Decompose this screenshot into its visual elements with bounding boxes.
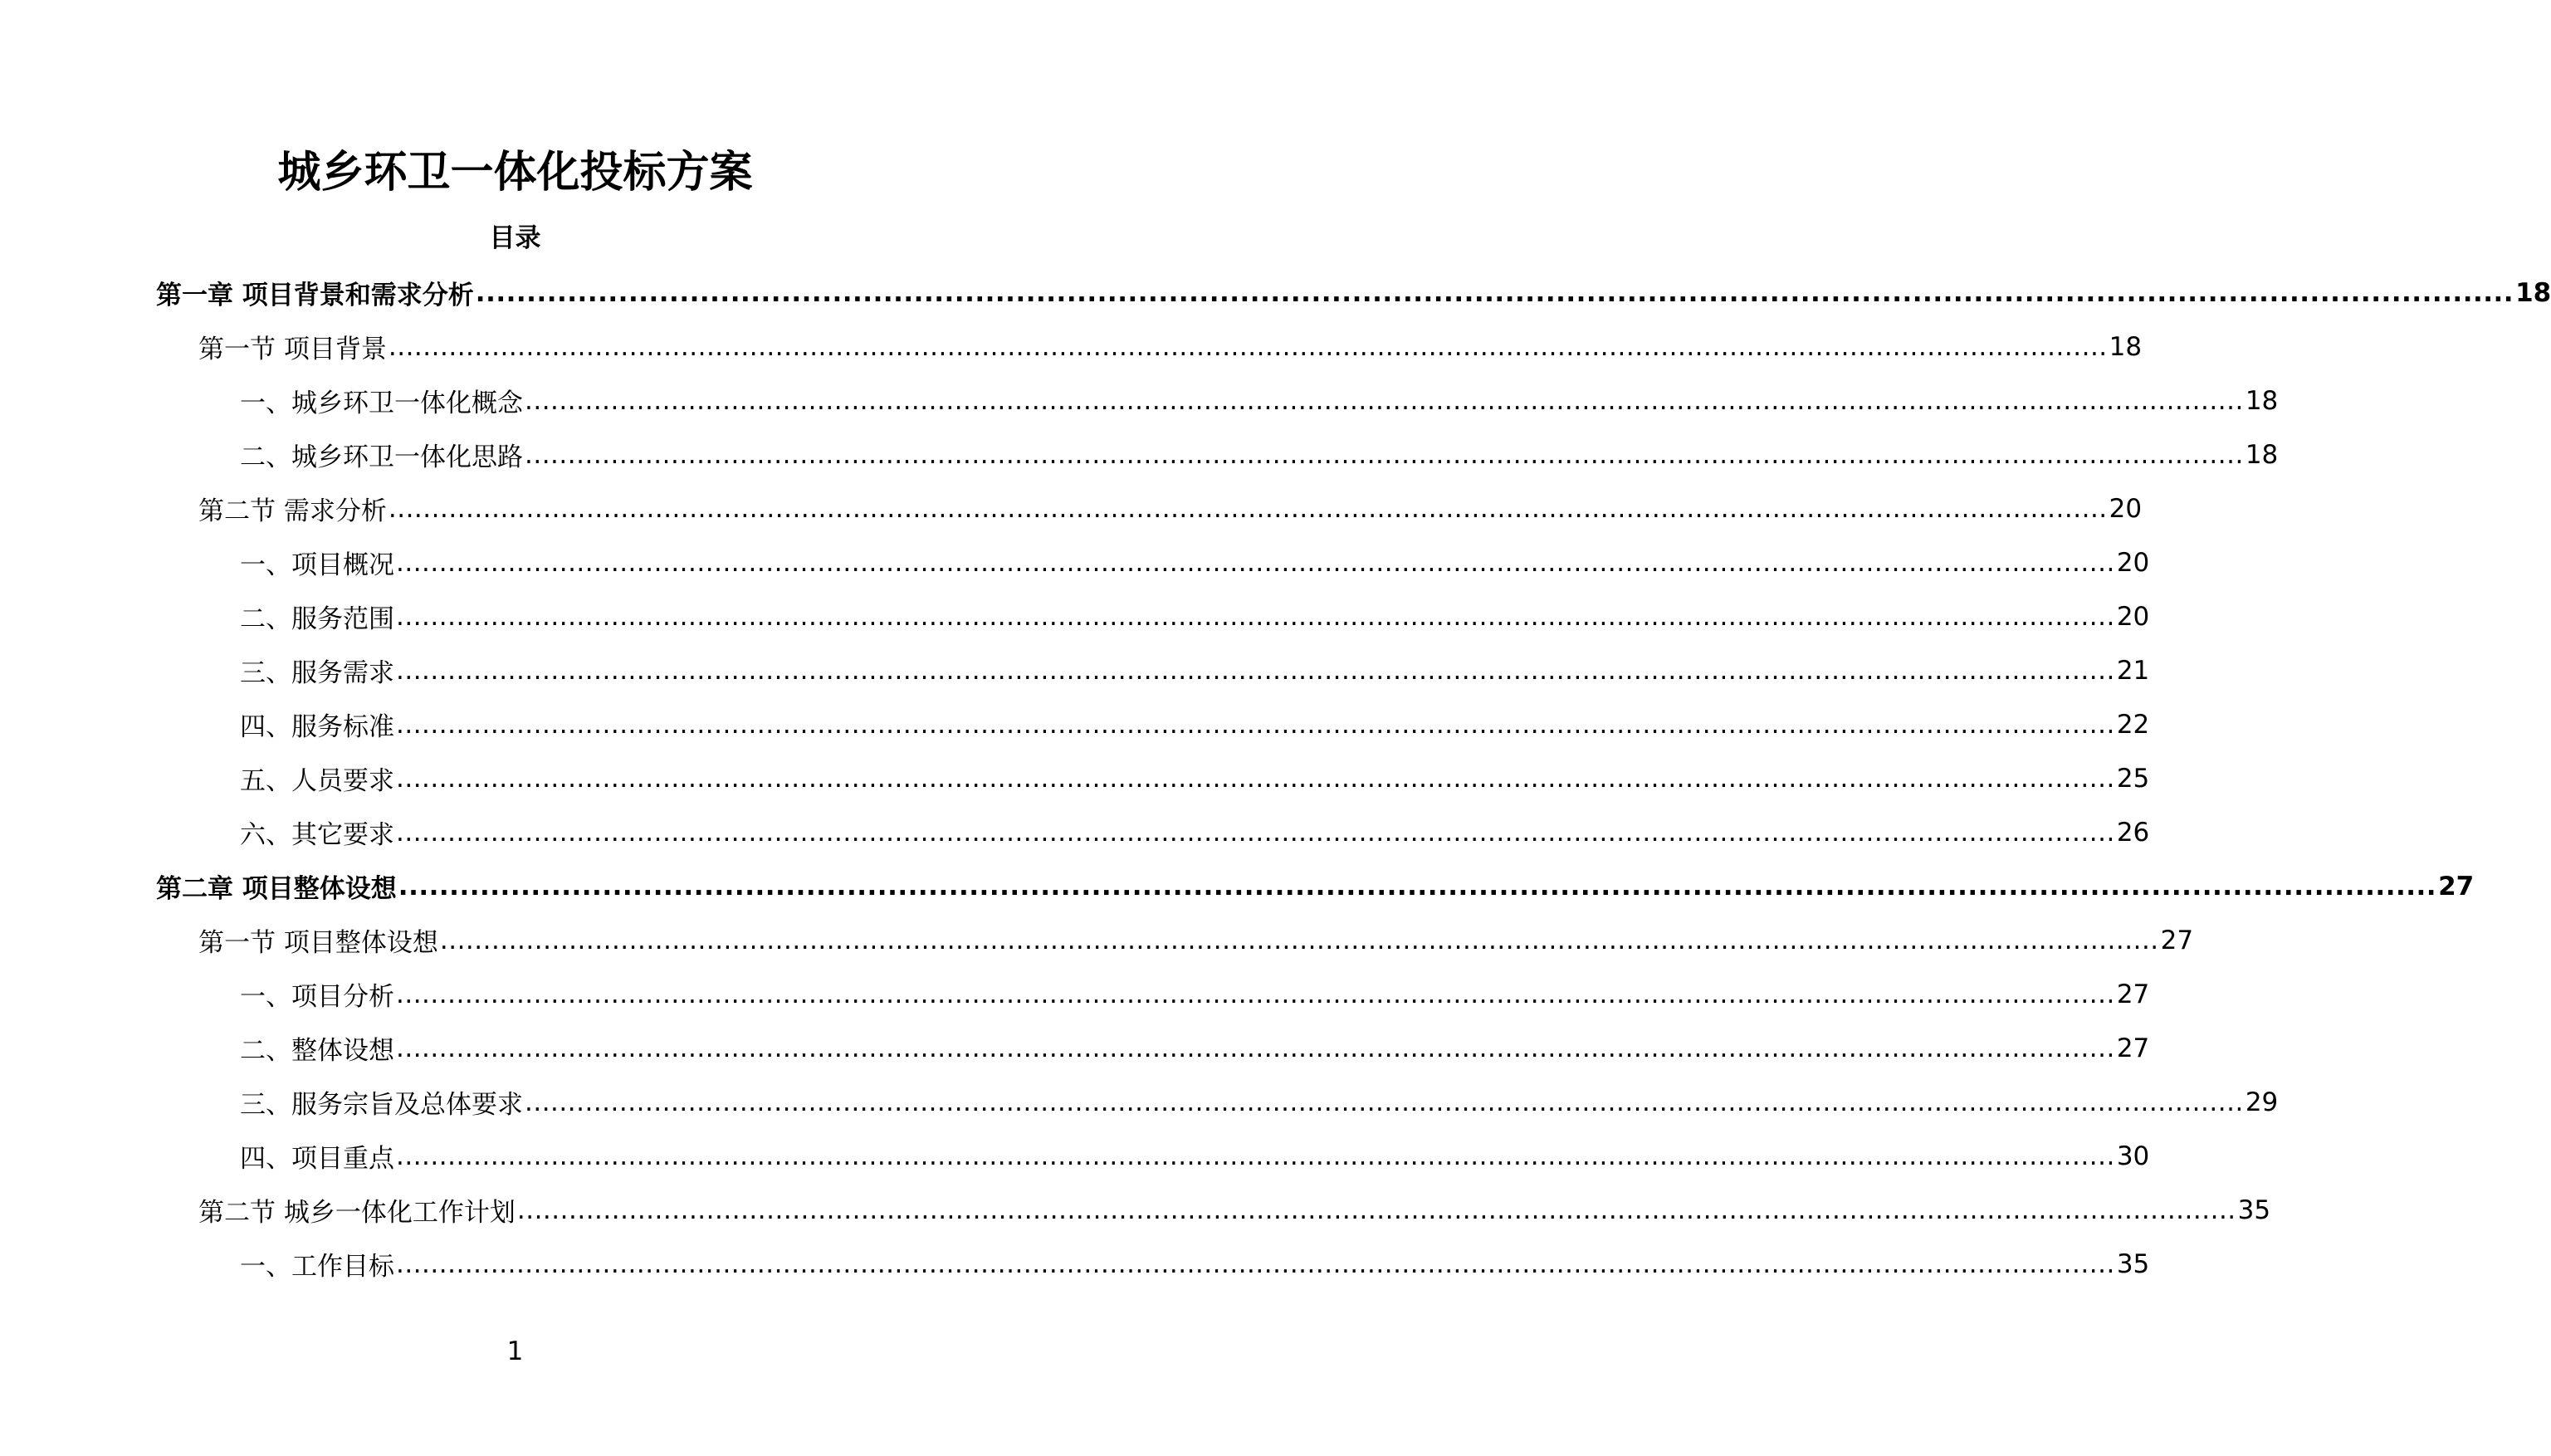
- toc-dot-leader: ........................................................................................................................................................................................................: [396, 1141, 2115, 1171]
- toc-entry[interactable]: [0, 643, 2150, 697]
- toc-dot-leader: ........................................................................................................................................................................................................: [396, 547, 2115, 578]
- toc-entry-page: 27: [2116, 979, 2150, 1009]
- toc-entry-label: 第二章 项目整体设想: [156, 874, 397, 904]
- toc-entry[interactable]: [0, 967, 2150, 1021]
- toc-entry[interactable]: [0, 589, 2150, 643]
- toc-dot-leader: ........................................................................................................................................................................................................: [388, 331, 2108, 362]
- toc-dot-leader: ........................................................................................................................................................................................................: [525, 439, 2244, 470]
- toc-entry-page: 18: [2245, 439, 2279, 470]
- toc-dot-leader: ........................................................................................................................................................................................................: [516, 1195, 2236, 1225]
- toc-entry-label: 四、项目重点: [240, 1144, 394, 1174]
- toc-dot-leader: ........................................................................................................................................................................................................: [525, 385, 2244, 416]
- toc-dot-leader: ........................................................................................................................................................................................................: [396, 709, 2115, 740]
- document-title: 城乡环卫一体化投标方案: [277, 148, 753, 198]
- toc-entry-label: 六、其它要求: [240, 820, 394, 850]
- toc-dot-leader: ........................................................................................................................................................................................................: [388, 493, 2108, 524]
- toc-entry[interactable]: [0, 1237, 2150, 1291]
- toc-entry[interactable]: [0, 535, 2150, 589]
- toc-entry-page: 26: [2116, 817, 2150, 848]
- toc-entry-label: 二、整体设想: [240, 1036, 394, 1066]
- toc-entry-label: 一、项目概况: [240, 550, 394, 580]
- toc-entry[interactable]: [0, 805, 2150, 859]
- toc-entry-page: 35: [2237, 1195, 2271, 1225]
- toc-entry-page: 22: [2116, 709, 2150, 740]
- toc-entry-label: 第二节 城乡一体化工作计划: [198, 1198, 516, 1228]
- toc-entry-label: 一、城乡环卫一体化概念: [240, 388, 523, 418]
- toc-entry-label: 第二节 需求分析: [198, 496, 387, 526]
- toc-heading: 目录: [489, 223, 541, 253]
- toc-dot-leader: ........................................................................................................................................................................................................: [396, 655, 2115, 686]
- toc-dot-leader: ........................................................................................................................................................................................................: [396, 1033, 2115, 1063]
- toc-entry[interactable]: [0, 481, 2143, 535]
- toc-dot-leader: ........................................................................................................................................................................................................: [396, 817, 2115, 848]
- toc-entry-label: 四、服务标准: [240, 712, 394, 742]
- toc-entry-label: 第一节 项目整体设想: [198, 928, 438, 958]
- toc-entry-page: 18: [2515, 277, 2551, 308]
- toc-entry[interactable]: [0, 320, 2143, 374]
- toc-entry[interactable]: [0, 751, 2150, 805]
- toc-entry-page: 18: [2245, 385, 2279, 416]
- toc-entry-label: 第一章 项目背景和需求分析: [156, 281, 474, 310]
- table-of-contents: [0, 266, 2551, 1291]
- toc-entry-page: 27: [2116, 1033, 2150, 1063]
- toc-entry-page: 25: [2116, 763, 2150, 794]
- toc-entry[interactable]: [0, 428, 2279, 481]
- toc-entry-page: 20: [2116, 601, 2150, 632]
- toc-entry-page: 21: [2116, 655, 2150, 686]
- toc-entry[interactable]: [0, 1129, 2150, 1183]
- toc-dot-leader: ........................................................................................................................................................................................................: [396, 979, 2115, 1009]
- toc-entry-label: 五、人员要求: [240, 766, 394, 796]
- toc-entry-label: 二、城乡环卫一体化思路: [240, 442, 523, 472]
- toc-entry[interactable]: [0, 913, 2194, 967]
- toc-dot-leader: ........................................................................................................................................................................................................: [439, 925, 2159, 955]
- toc-entry-label: 二、服务范围: [240, 604, 394, 634]
- toc-entry-page: 27: [2160, 925, 2194, 955]
- toc-entry[interactable]: [0, 374, 2279, 428]
- toc-entry-page: 20: [2109, 493, 2143, 524]
- toc-entry-label: 三、服务需求: [240, 658, 394, 688]
- toc-entry-label: 一、项目分析: [240, 982, 394, 1012]
- toc-dot-leader: ........................................................................................................................................................................................................: [475, 277, 2514, 308]
- toc-dot-leader: ........................................................................................................................................................................................................: [396, 763, 2115, 794]
- toc-entry[interactable]: [0, 859, 2475, 913]
- toc-entry-page: 20: [2116, 547, 2150, 578]
- toc-entry-page: 29: [2245, 1087, 2279, 1117]
- toc-entry[interactable]: [0, 1183, 2271, 1237]
- toc-dot-leader: ........................................................................................................................................................................................................: [398, 871, 2437, 901]
- toc-dot-leader: ........................................................................................................................................................................................................: [525, 1087, 2244, 1117]
- toc-entry-label: 三、服务宗旨及总体要求: [240, 1090, 523, 1120]
- toc-entry-page: 27: [2438, 871, 2475, 901]
- toc-entry-page: 30: [2116, 1141, 2150, 1171]
- toc-entry[interactable]: [0, 697, 2150, 751]
- toc-entry[interactable]: [0, 1075, 2279, 1129]
- toc-entry-label: 一、工作目标: [240, 1252, 394, 1282]
- toc-entry-page: 18: [2109, 331, 2143, 362]
- toc-entry-page: 35: [2116, 1248, 2150, 1279]
- toc-entry[interactable]: [0, 266, 2551, 320]
- page-number: 1: [506, 1336, 524, 1366]
- toc-dot-leader: ........................................................................................................................................................................................................: [396, 601, 2115, 632]
- toc-entry-label: 第一节 项目背景: [198, 335, 387, 364]
- toc-entry[interactable]: [0, 1021, 2150, 1075]
- toc-dot-leader: ........................................................................................................................................................................................................: [396, 1248, 2115, 1279]
